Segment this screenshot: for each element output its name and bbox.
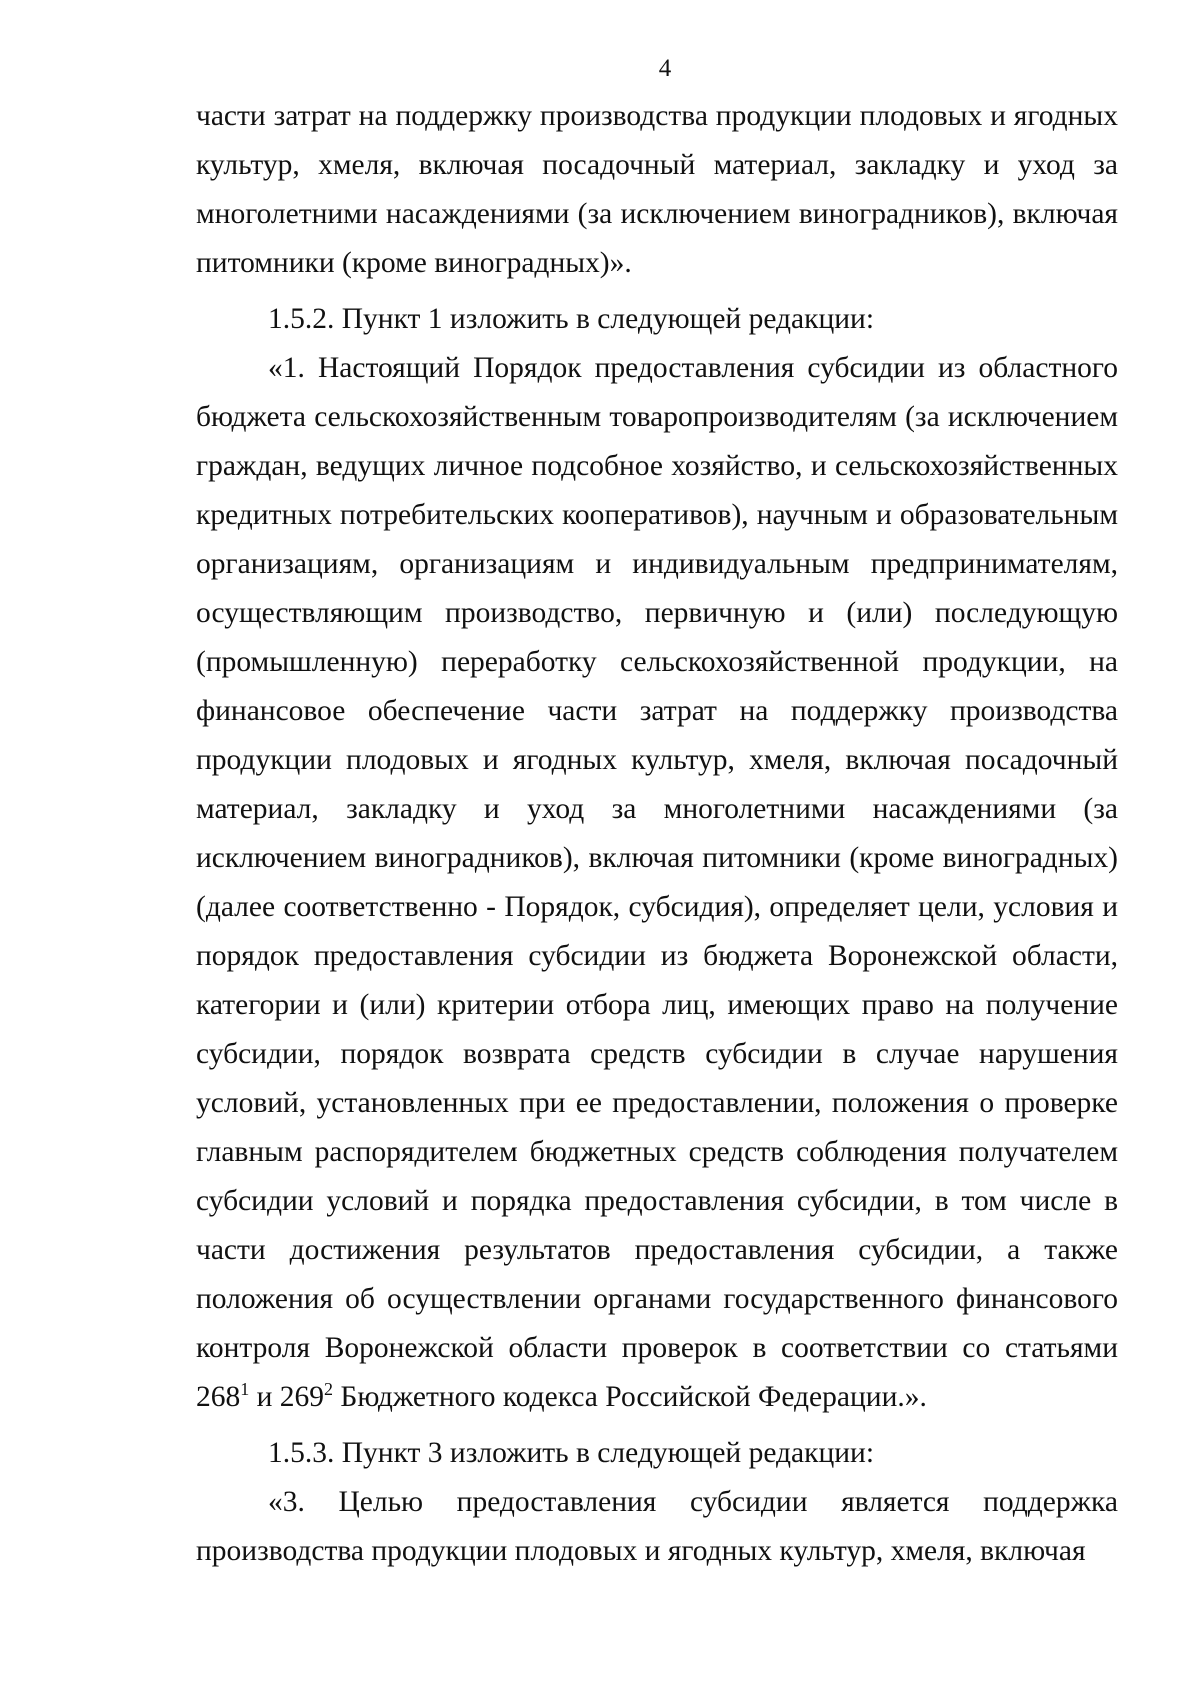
article-superscript-1: 1 bbox=[240, 1379, 250, 1400]
point-1-text-main: «1. Настоящий Порядок предоставления субсидии из областного бюджета сельскохозяйственным товаропроизводителям (за исключением граждан, ведущих личное подсобное хозяйство, и сельскохозяйственных кредитных потребительских кооперативов), научным и образовательным организациям, организациям и индивидуальным предпринимателям, осуществляющим производство, первичную и (или) последующую (промышленную) переработку сельскохозяйственной продукции, на финансовое обеспечение части затрат на поддержку производства продукции плодовых и ягодных культур, хмеля, включая посадочный материал, закладку и уход за многолетними насаждениями (за исключением виноградников), включая питомники (кроме виноградных) (далее соответственно - Порядок, субсидия), определяет цели, условия и порядок предоставления субсидии из бюджета Воронежской области, категории и (или) критерии отбора лиц, имеющих право на получение субсидии, порядок возврата средств субсидии в случае нарушения условий, установленных при ее предоставлении, положения о проверке главным распорядителем бюджетных средств соблюдения получателем субсидии условий и порядка предоставления субсидии, в том числе в части достижения результатов предоставления субсидии, а также положения об осуществлении органами государственного финансового контроля Воронежской области проверок в соответствии со статьями 268 bbox=[196, 352, 1118, 1413]
paragraph-point-3-text: «3. Целью предоставления субсидии является поддержка производства продукции плодовых и ягодных культур, хмеля, включая bbox=[196, 1486, 1118, 1567]
paragraph-item-1-5-3: 1.5.3. Пункт 3 изложить в следующей редакции: bbox=[268, 1437, 875, 1469]
point-1-text-middle: и 269 bbox=[249, 1381, 325, 1413]
point-1-text-end: Бюджетного кодекса Российской Федерации.». bbox=[333, 1381, 927, 1413]
page-number: 4 bbox=[658, 55, 672, 82]
document-body bbox=[196, 92, 1118, 1576]
paragraph-point-1-text bbox=[196, 344, 1118, 1422]
article-superscript-2: 2 bbox=[324, 1379, 334, 1400]
paragraph-item-1-5-2: 1.5.2. Пункт 1 изложить в следующей редакции: bbox=[268, 303, 875, 335]
paragraph-continuation: части затрат на поддержку производства продукции плодовых и ягодных культур, хмеля, включая посадочный материал, закладку и уход за многолетними насаждениями (за исключением виноградников), включая питомники (кроме виноградных)». bbox=[196, 100, 1118, 279]
